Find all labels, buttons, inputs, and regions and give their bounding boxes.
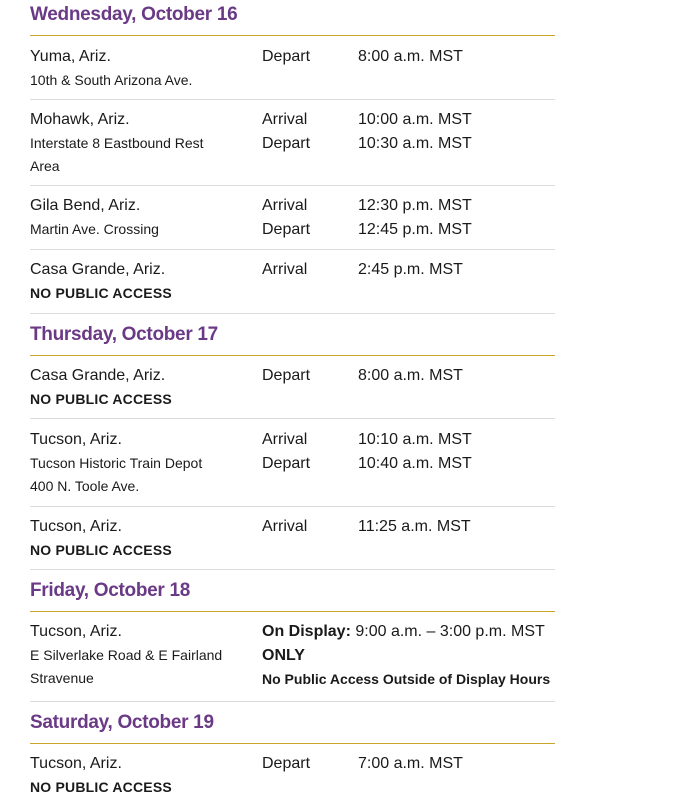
- stop-location: [30, 752, 245, 799]
- stop-events: [262, 515, 352, 539]
- city-name: Tucson, Ariz.: [30, 518, 122, 535]
- display-only-line: [262, 644, 562, 668]
- city-name: Tucson, Ariz.: [30, 623, 122, 640]
- stop-events: [262, 258, 352, 282]
- day-heading: Wednesday, October 16: [30, 0, 555, 36]
- stop-location: [30, 515, 245, 562]
- stop-times: [358, 515, 558, 539]
- event-type: Depart: [262, 221, 311, 238]
- event-time: 7:00 a.m. MST: [358, 755, 463, 772]
- stop-row: [30, 744, 555, 806]
- no-public-access-notice: NO PUBLIC ACCESS: [30, 779, 172, 795]
- stop-row: [30, 100, 555, 186]
- city-name: Tucson, Ariz.: [30, 755, 122, 772]
- stop-row: [30, 612, 555, 702]
- event-type: Arrival: [262, 431, 308, 448]
- no-public-access-notice: NO PUBLIC ACCESS: [30, 391, 172, 407]
- stop-row: [30, 507, 555, 569]
- stop-location: [30, 45, 245, 92]
- stop-row: [30, 36, 555, 100]
- city-name: Gila Bend, Ariz.: [30, 197, 141, 214]
- event-time: 2:45 p.m. MST: [358, 261, 463, 278]
- no-public-access-notice: NO PUBLIC ACCESS: [30, 542, 172, 558]
- stop-location: [30, 364, 245, 411]
- stop-events: [262, 428, 352, 476]
- stop-events: [262, 194, 352, 242]
- event-type: Arrival: [262, 111, 308, 128]
- stop-times: [358, 258, 558, 282]
- display-hours-line: [262, 620, 562, 644]
- city-name: Mohawk, Ariz.: [30, 111, 130, 128]
- event-time: 12:30 p.m. MST: [358, 197, 472, 214]
- stop-location: [30, 620, 245, 690]
- stop-location: [30, 428, 245, 498]
- event-type: Depart: [262, 48, 311, 65]
- event-type: Depart: [262, 367, 311, 384]
- event-type: Arrival: [262, 197, 308, 214]
- event-time: 8:00 a.m. MST: [358, 48, 463, 65]
- city-name: Tucson, Ariz.: [30, 431, 122, 448]
- display-only-label: ONLY: [262, 647, 305, 664]
- display-access-note: No Public Access Outside of Display Hours: [262, 671, 551, 687]
- stop-times: [358, 45, 558, 69]
- stop-times: [358, 752, 558, 776]
- no-public-access-notice: NO PUBLIC ACCESS: [30, 285, 172, 301]
- city-name: Casa Grande, Ariz.: [30, 261, 166, 278]
- event-time: 12:45 p.m. MST: [358, 221, 472, 238]
- schedule: [30, 0, 555, 806]
- event-time: 10:30 a.m. MST: [358, 135, 472, 152]
- stop-events: [262, 108, 352, 156]
- location-detail: E Silverlake Road & E Fairland: [30, 647, 223, 663]
- event-type: Depart: [262, 455, 311, 472]
- stop-row: [30, 250, 555, 313]
- stop-row: [30, 356, 555, 419]
- day-heading: Friday, October 18: [30, 576, 555, 612]
- stop-events: [262, 45, 352, 69]
- location-detail: Tucson Historic Train Depot: [30, 455, 203, 471]
- stop-events: [262, 364, 352, 388]
- location-detail: Interstate 8 Eastbound Rest: [30, 135, 204, 151]
- location-detail: 10th & South Arizona Ave.: [30, 72, 193, 88]
- location-detail: Stravenue: [30, 670, 94, 686]
- stop-times: [358, 108, 558, 156]
- event-time: 10:10 a.m. MST: [358, 431, 472, 448]
- display-hours: 9:00 a.m. – 3:00 p.m. MST: [350, 623, 545, 640]
- event-time: 10:00 a.m. MST: [358, 111, 472, 128]
- stop-times: [358, 364, 558, 388]
- event-time: 11:25 a.m. MST: [358, 518, 471, 535]
- location-detail: Area: [30, 158, 60, 174]
- event-time: 8:00 a.m. MST: [358, 367, 463, 384]
- event-type: Depart: [262, 755, 311, 772]
- city-name: Casa Grande, Ariz.: [30, 367, 166, 384]
- stop-row: [30, 419, 555, 507]
- stop-times: [358, 428, 558, 476]
- stop-location: [30, 258, 245, 305]
- stop-times: [358, 194, 558, 242]
- day-heading: Saturday, October 19: [30, 708, 555, 744]
- location-detail: 400 N. Toole Ave.: [30, 478, 140, 494]
- stop-location: [30, 108, 245, 178]
- stop-location: [30, 194, 245, 241]
- city-name: Yuma, Ariz.: [30, 48, 111, 65]
- location-detail: Martin Ave. Crossing: [30, 221, 159, 237]
- event-type: Depart: [262, 135, 311, 152]
- display-label: On Display:: [262, 623, 351, 640]
- display-info: [262, 620, 562, 691]
- event-type: Arrival: [262, 261, 308, 278]
- event-time: 10:40 a.m. MST: [358, 455, 472, 472]
- stop-events: [262, 752, 352, 776]
- day-heading: Thursday, October 17: [30, 320, 555, 356]
- stop-row: [30, 186, 555, 250]
- event-type: Arrival: [262, 518, 308, 535]
